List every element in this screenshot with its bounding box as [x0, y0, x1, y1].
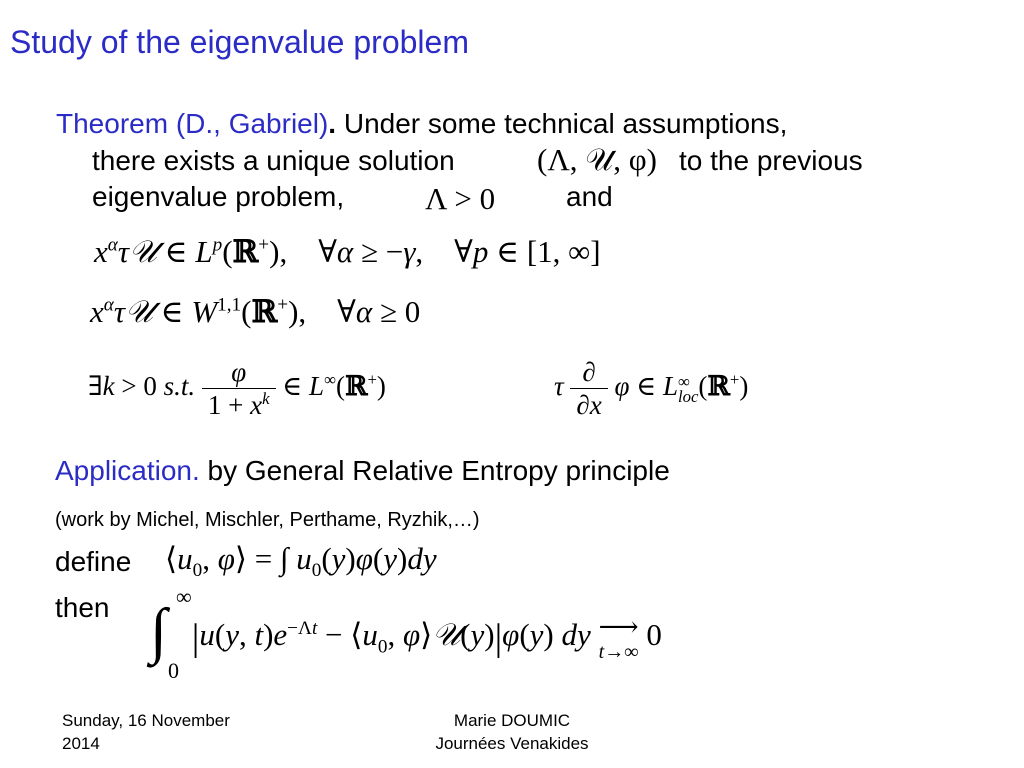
define-equation: $⟨u_0$, φ⟩ = ∫ $u_0(y)\varphi(y)dy$	[165, 541, 437, 582]
slide-title: Study of the eigenvalue problem	[10, 24, 469, 60]
theorem-line-1	[56, 108, 787, 140]
then-equation: ∫ ∞ 0 |u(y, $t)e^{-\Lambda t}$ − $⟨u_0$, φ⟩𝒰(y)|φ(y) dy ⟶ t→∞ 0	[150, 584, 662, 683]
application-label: Application.	[55, 455, 200, 486]
solution-tuple: (Λ, 𝒰, φ)	[537, 142, 657, 177]
equation-derivative: τ $\frac{\partial}{\partial x}$ φ ∈ L ∞ loc (ℝ+)	[554, 357, 749, 421]
phi-fraction: $\frac{\varphi}{1 + x^k}$	[202, 356, 276, 422]
footer-author: Marie DOUMIC	[453, 711, 571, 730]
footer-date-line-1: Sunday, 16 November	[62, 711, 230, 730]
footer-author-event	[412, 709, 612, 755]
limit-arrow: ⟶ t→∞	[598, 612, 639, 663]
application-text: by General Relative Entropy principle	[207, 455, 670, 486]
footer-event: Journées Venakides	[435, 734, 589, 753]
footer-date-line-2: 2014	[62, 734, 100, 753]
theorem-text-3: to the previous	[679, 145, 863, 176]
partial-fraction: $\frac{\partial}{\partial x}$	[570, 356, 607, 422]
application-line	[55, 455, 670, 487]
equation-lp: $x^\alpha\tau 𝒰$ ∈ $L^p(ℝ^+)$, ∀α ≥ −γ, ∀p ∈ [1, ∞]	[94, 234, 601, 270]
theorem-line-2	[92, 145, 455, 177]
footer-date	[62, 709, 230, 755]
then-label: then	[55, 592, 110, 623]
theorem-text-4: eigenvalue problem,	[92, 181, 345, 212]
theorem-text-1: Under some technical assumptions,	[343, 108, 788, 139]
theorem-label: Theorem (D., Gabriel)	[56, 108, 329, 139]
integral-sign: ∫ ∞ 0	[150, 584, 192, 683]
define-label: define	[55, 546, 132, 577]
theorem-text-2: there exists a unique solution	[92, 145, 455, 176]
lambda-positive: Λ > 0	[425, 181, 496, 216]
theorem-dot: .	[328, 108, 337, 139]
work-citation: (work by Michel, Mischler, Perthame, Ryzhik,…)	[55, 509, 480, 531]
equation-phi-bound: ∃k > 0 s.t. $\frac{\varphi}{1 + x^k}$ ∈ L∞(ℝ+)	[88, 357, 386, 421]
theorem-and: and	[566, 181, 613, 212]
equation-w11: $x^\alpha\tau 𝒰$ ∈ W$^{1,1}$(ℝ+), ∀α ≥ 0	[90, 294, 421, 330]
